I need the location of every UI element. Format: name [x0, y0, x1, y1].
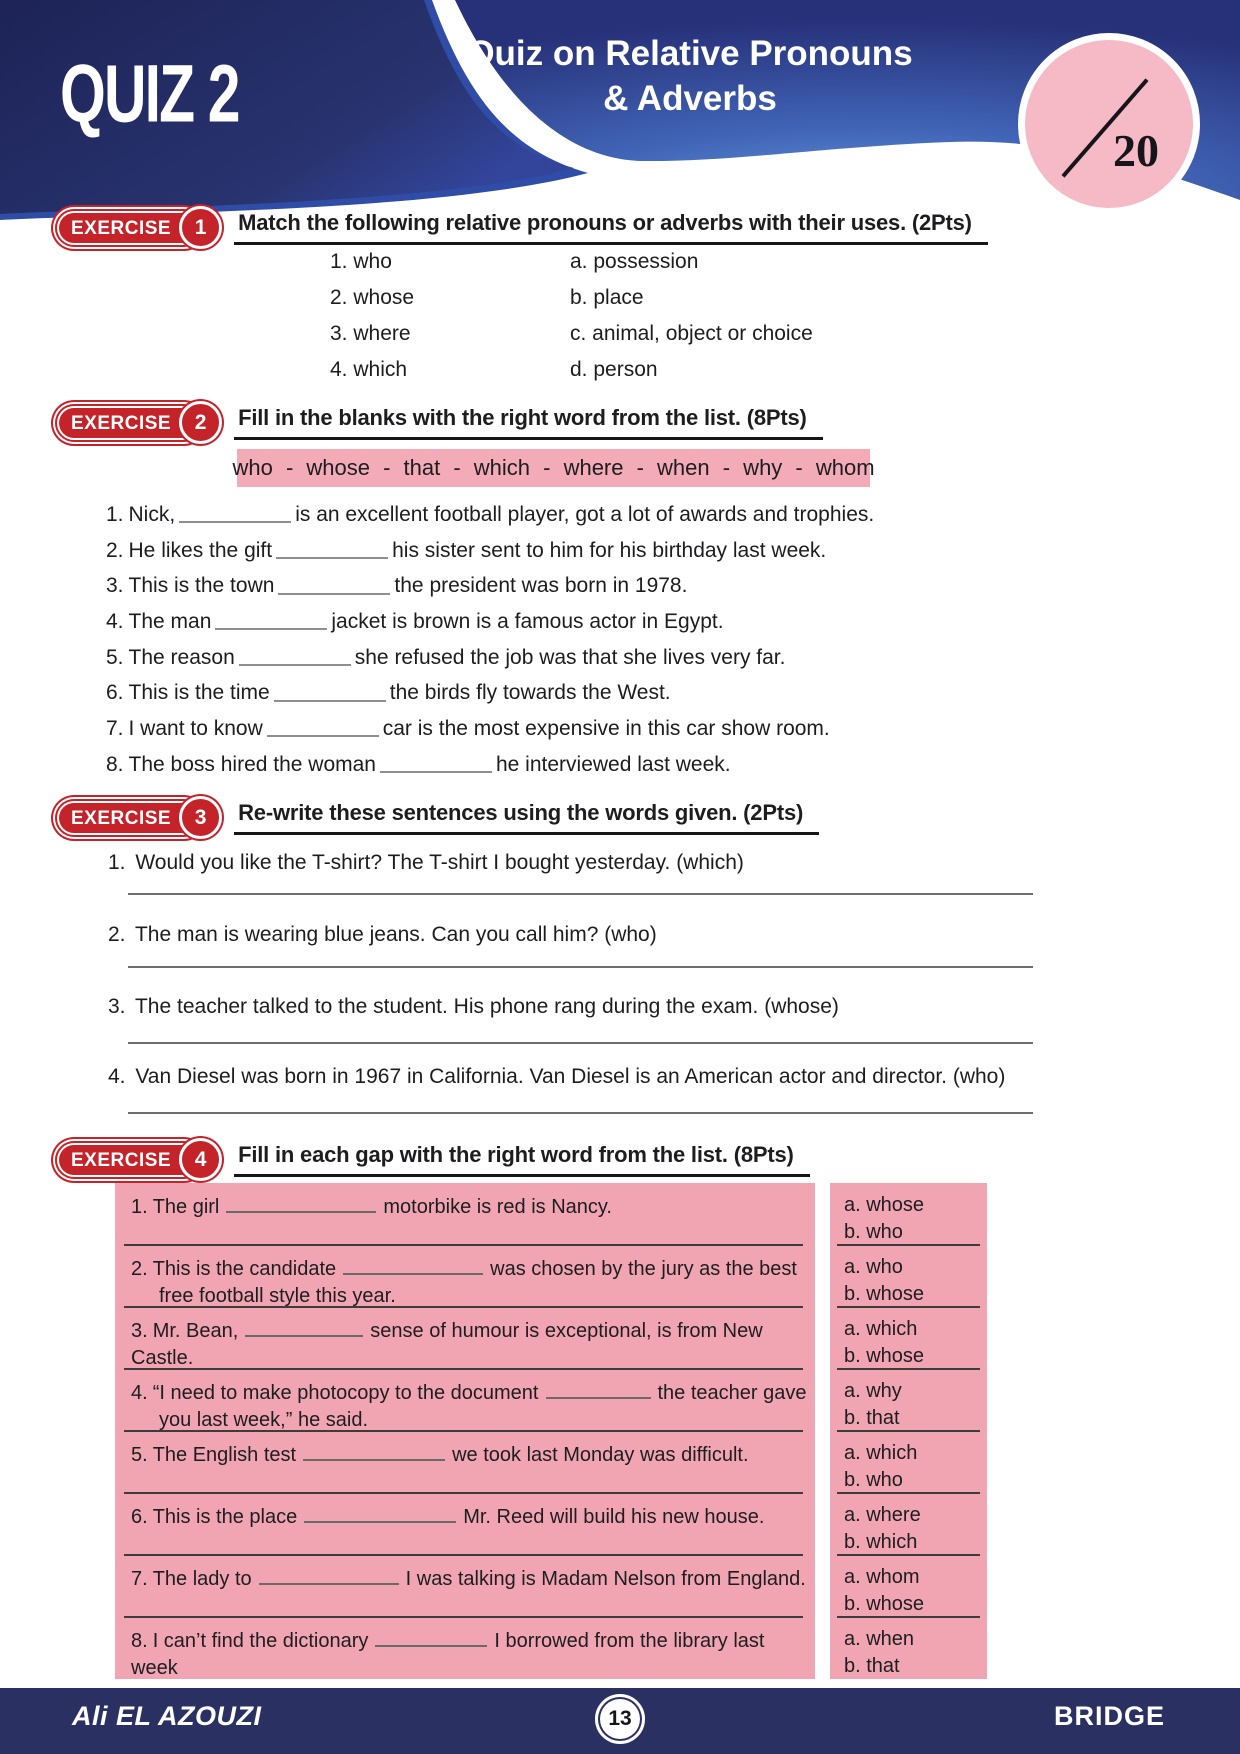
question-before: The lady to	[152, 1568, 252, 1590]
exercise1-title: Match the following relative pronouns or adverbs with their uses. (2Pts)	[234, 211, 988, 245]
sentence-before: The boss hired the woman	[128, 752, 376, 776]
answer-blank	[375, 1632, 487, 1647]
footer-bar	[0, 1688, 1240, 1754]
exercise3-badge	[55, 796, 222, 839]
sentence-number: 6.	[106, 681, 124, 705]
match-item: 4. which	[330, 358, 408, 381]
question-before: This is the place	[152, 1506, 298, 1528]
question-number: 8.	[131, 1630, 148, 1652]
sentence-after: car is the most expensive in this car show room.	[382, 716, 830, 740]
answer-line	[128, 1112, 1033, 1114]
sentence-text: The teacher talked to the student. His phone rang during the exam. (whose)	[134, 995, 839, 1018]
answer-line	[128, 893, 1033, 895]
question-number: 1.	[131, 1196, 148, 1218]
option-b: b. whose	[844, 1345, 925, 1367]
sentence-before: He likes the gift	[128, 538, 273, 562]
question-before: The girl	[152, 1196, 220, 1218]
gap-question	[115, 1307, 815, 1369]
sentence-number: 2.	[106, 538, 124, 562]
match-use: b. place	[570, 286, 644, 309]
exercise1-matching-list	[330, 244, 813, 388]
sentence-after: he interviewed last week.	[495, 752, 731, 776]
option-a: a. whom	[844, 1566, 920, 1588]
footer-brand: BRIDGE	[1053, 1700, 1165, 1731]
match-row	[330, 280, 813, 316]
match-row	[330, 316, 813, 352]
sentence-before: Nick,	[128, 502, 176, 526]
exercise4-title: Fill in each gap with the right word from the list. (8Pts)	[234, 1143, 810, 1177]
question-before: Mr. Bean,	[152, 1320, 239, 1342]
answer-blank	[343, 1260, 483, 1275]
option-pair	[830, 1555, 987, 1617]
exercise4-badge-number: 4	[179, 1138, 222, 1181]
question-after: Mr. Reed will build his new house.	[463, 1506, 765, 1528]
fill-blank-sentence	[106, 747, 1186, 783]
gap-question	[115, 1493, 815, 1555]
sentence-number: 3.	[108, 995, 126, 1018]
match-use: c. animal, object or choice	[570, 322, 813, 345]
exercise2-badge-number: 2	[179, 401, 222, 444]
option-b: b. whose	[844, 1593, 925, 1615]
exercise1-badge-label: EXERCISE	[55, 209, 203, 247]
answer-blank	[303, 1446, 445, 1461]
fill-blank-sentence	[106, 640, 1186, 676]
sentence-number: 1.	[106, 502, 124, 526]
exercise2-title: Fill in the blanks with the right word from the list. (8Pts)	[234, 406, 823, 440]
question-after: we took last Monday was difficult.	[452, 1444, 749, 1466]
option-a: a. who	[844, 1256, 903, 1278]
question-before: The English test	[152, 1444, 297, 1466]
question-before: This is the candidate	[152, 1258, 337, 1280]
score-total: 20	[1113, 125, 1159, 176]
sentence-number: 1.	[108, 851, 126, 874]
option-pair	[830, 1307, 987, 1369]
question-number: 4.	[131, 1382, 148, 1404]
question-after: was chosen by the jury as the best	[490, 1258, 797, 1280]
quiz-number-label: QUIZ 2	[60, 47, 239, 140]
answer-blank	[239, 649, 351, 666]
question-after: sense of humour is exceptional, is from New Castle.	[131, 1320, 763, 1369]
page-title-line2: & Adverbs	[603, 79, 777, 118]
fill-blank-sentence	[106, 604, 1186, 640]
option-a: a. when	[844, 1628, 915, 1650]
question-number: 7.	[131, 1568, 148, 1590]
option-b: b. who	[844, 1469, 903, 1491]
option-a: a. why	[844, 1380, 902, 1402]
sentence-after: the president was born in 1978.	[394, 574, 688, 598]
sentence-text: The man is wearing blue jeans. Can you call him? (who)	[134, 923, 657, 946]
fill-blank-sentence	[106, 568, 1186, 604]
gap-question	[115, 1555, 815, 1617]
answer-blank	[278, 578, 390, 595]
answer-line	[128, 1042, 1033, 1044]
answer-blank	[245, 1322, 363, 1337]
answer-blank	[546, 1384, 651, 1399]
answer-blank	[274, 685, 386, 702]
exercise4-badge-label: EXERCISE	[55, 1141, 203, 1179]
footer-author: Ali EL AZOUZI	[72, 1700, 262, 1731]
option-pair	[830, 1369, 987, 1431]
sentence-after: his sister sent to him for his birthday last week.	[392, 538, 827, 562]
answer-blank	[215, 613, 327, 630]
answer-blank	[179, 506, 291, 523]
option-b: b. that	[844, 1655, 900, 1677]
sentence-after: is an excellent football player, got a lot of awards and trophies.	[295, 502, 875, 526]
option-pair	[830, 1183, 987, 1245]
gap-question	[115, 1617, 815, 1679]
gap-question	[115, 1183, 815, 1245]
option-pair	[830, 1431, 987, 1493]
question-line2: free football style this year.	[159, 1285, 396, 1307]
gap-question	[115, 1431, 815, 1493]
sentence-number: 4.	[106, 609, 124, 633]
sentence-number: 4.	[108, 1065, 126, 1088]
exercise2-header	[55, 401, 823, 444]
sentence-text: Would you like the T-shirt? The T-shirt I bought yesterday. (which)	[135, 851, 744, 874]
exercise2-badge-label: EXERCISE	[55, 404, 203, 442]
exercise1-badge	[55, 206, 222, 249]
option-pair	[830, 1245, 987, 1307]
option-a: a. which	[844, 1442, 918, 1464]
option-b: b. which	[844, 1531, 918, 1553]
match-row	[330, 244, 813, 280]
answer-blank	[276, 542, 388, 559]
gap-question	[115, 1245, 815, 1307]
fill-blank-sentence	[106, 711, 1186, 747]
option-a: a. whose	[844, 1194, 925, 1216]
rewrite-sentence	[108, 923, 657, 947]
sentence-number: 5.	[106, 645, 124, 669]
exercise4-header	[55, 1138, 810, 1181]
fill-blank-sentence	[106, 497, 1186, 533]
sentence-after: jacket is brown is a famous actor in Egypt.	[331, 609, 724, 633]
match-item: 1. who	[330, 250, 392, 273]
option-a: a. where	[844, 1504, 921, 1526]
question-number: 3.	[131, 1320, 148, 1342]
page-title	[430, 34, 950, 119]
question-number: 2.	[131, 1258, 148, 1280]
exercise3-title: Re-write these sentences using the words given. (2Pts)	[234, 801, 819, 835]
score-circle	[1018, 33, 1200, 215]
question-before: “I need to make photocopy to the document	[152, 1382, 539, 1404]
page-title-line1: Quiz on Relative Pronouns	[467, 34, 913, 73]
rewrite-sentence	[108, 851, 744, 875]
question-after: the teacher gave	[657, 1382, 807, 1404]
question-before: I can’t find the dictionary	[152, 1630, 369, 1652]
rewrite-sentence	[108, 995, 839, 1019]
option-b: b. that	[844, 1407, 900, 1429]
sentence-number: 3.	[106, 574, 124, 598]
exercise2-badge	[55, 401, 222, 444]
sentence-number: 7.	[106, 716, 124, 740]
match-item: 3. where	[330, 322, 411, 345]
sentence-before: I want to know	[128, 716, 263, 740]
rewrite-sentence	[108, 1065, 1005, 1089]
question-line2: you last week,” he said.	[159, 1409, 368, 1431]
exercise4-questions-box	[115, 1183, 815, 1679]
exercise1-header	[55, 206, 988, 249]
sentence-before: This is the town	[128, 574, 275, 598]
answer-blank	[259, 1570, 399, 1585]
answer-blank	[380, 756, 492, 773]
fill-blank-sentence	[106, 675, 1186, 711]
gap-question	[115, 1369, 815, 1431]
answer-line	[128, 966, 1033, 968]
sentence-number: 2.	[108, 923, 126, 946]
question-number: 6.	[131, 1506, 148, 1528]
sentence-before: This is the time	[128, 681, 270, 705]
answer-blank	[304, 1508, 456, 1523]
sentence-after: she refused the job was that she lives very far.	[354, 645, 786, 669]
exercise3-badge-number: 3	[179, 796, 222, 839]
answer-blank	[267, 720, 379, 737]
question-after: I borrowed from the library last week	[131, 1630, 765, 1679]
match-use: a. possession	[570, 250, 699, 273]
word-list-bar: who - whose - that - which - where - when - why - whom	[237, 449, 870, 487]
answer-blank	[226, 1198, 376, 1213]
question-after: motorbike is red is Nancy.	[383, 1196, 612, 1218]
exercise3-badge-label: EXERCISE	[55, 799, 203, 837]
exercise3-header	[55, 796, 819, 839]
question-after: I was talking is Madam Nelson from England.	[405, 1568, 806, 1590]
match-row	[330, 352, 813, 388]
match-item: 2. whose	[330, 286, 415, 309]
option-b: b. whose	[844, 1283, 925, 1305]
sentence-before: The reason	[128, 645, 235, 669]
sentence-number: 8.	[106, 752, 124, 776]
exercise4-options-box	[830, 1183, 987, 1679]
sentence-text: Van Diesel was born in 1967 in California. Van Diesel is an American actor and director. (who)	[135, 1065, 1006, 1088]
page-number-badge: 13	[595, 1694, 645, 1744]
option-pair	[830, 1493, 987, 1555]
fill-blank-sentence	[106, 533, 1186, 569]
option-b: b. who	[844, 1221, 903, 1243]
exercise2-sentences	[106, 497, 1186, 783]
question-number: 5.	[131, 1444, 148, 1466]
sentence-before: The man	[128, 609, 212, 633]
option-a: a. which	[844, 1318, 918, 1340]
option-pair	[830, 1617, 987, 1679]
exercise1-badge-number: 1	[179, 206, 222, 249]
sentence-after: the birds fly towards the West.	[389, 681, 671, 705]
match-use: d. person	[570, 358, 658, 381]
exercise4-badge	[55, 1138, 222, 1181]
